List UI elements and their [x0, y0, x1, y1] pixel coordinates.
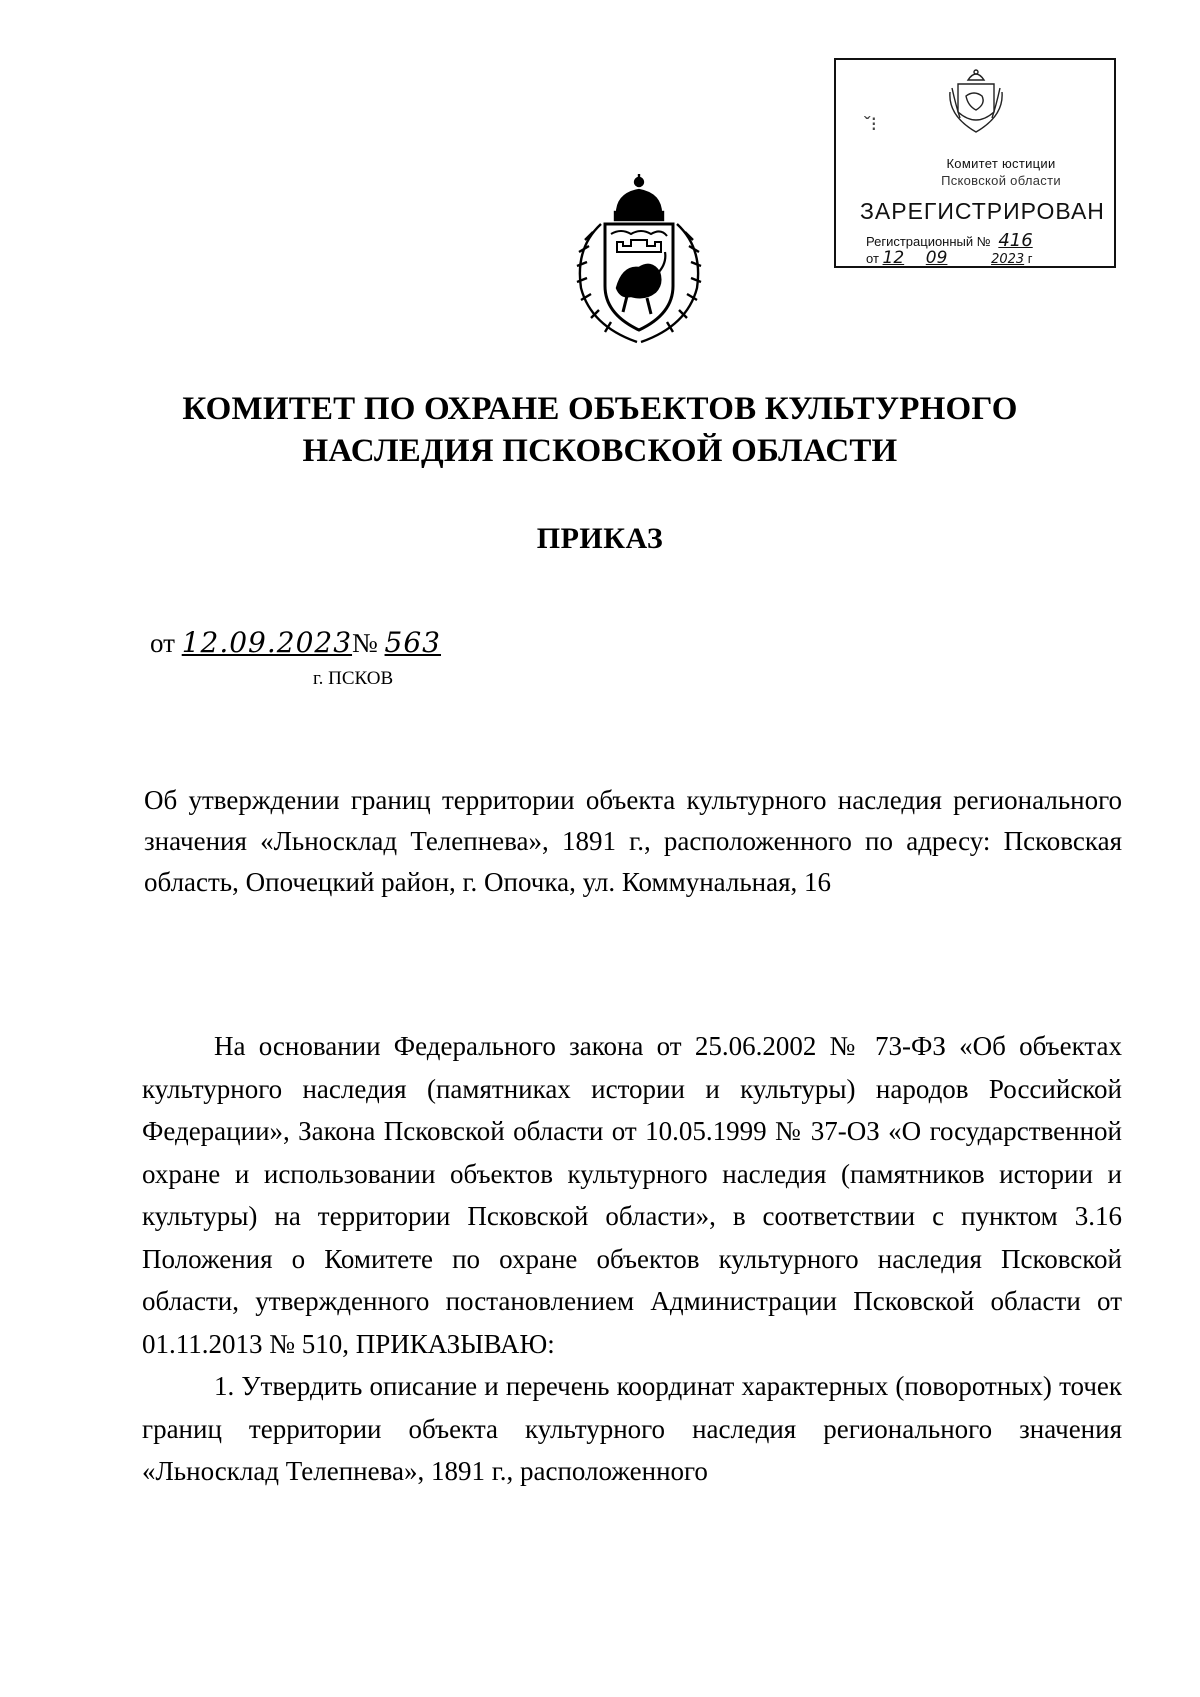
order-date-line — [150, 626, 441, 659]
stamp-org-line2: Псковской области — [941, 173, 1061, 188]
stamp-date-year: 2023 — [991, 252, 1025, 267]
stamp-coat-of-arms-icon — [946, 66, 1006, 136]
order-body — [142, 1025, 1122, 1493]
stamp-org-line1: Комитет юстиции — [946, 156, 1056, 171]
order-date: 12.09.2023 — [181, 626, 353, 659]
order-preamble: На основании Федерального закона от 25.06.2002 № 73-ФЗ «Об объектах культурного наследия (памятниках истории и культуры) народов Российской Федерации», Закона Псковской области от 10.05.1999 № 37-ОЗ «О государственной охране и использовании объектов культурного наследия (памятников истории и культуры) на территории Псковской области», в соответствии с пунктом 3.16 Положения о Комитете по охране объектов культурного наследия Псковской области, утвержденного постановлением Администрации Псковской области от 01.11.2013 № 510, ПРИКАЗЫВАЮ: — [142, 1031, 1122, 1359]
stamp-scribble: ˇ⁝ — [864, 114, 878, 136]
stamp-reg-number: 416 — [998, 230, 1033, 251]
stamp-date-suffix: г — [1027, 251, 1033, 266]
stamp-date-month: 09 — [925, 248, 948, 268]
document-type: ПРИКАЗ — [536, 522, 664, 555]
stamp-reg-label: Регистрационный № — [866, 234, 991, 249]
stamp-date-row — [866, 248, 1033, 268]
order-item-1: 1. Утвердить описание и перечень координат характерных (поворотных) точек границ территории объекта культурного наследия регионального значения «Льносклад Телепнева», 1891 г., расположенного — [142, 1371, 1122, 1486]
order-number-label: № — [352, 628, 378, 658]
order-subject: Об утверждении границ территории объекта культурного наследия регионального значения «Льносклад Телепнева», 1891 г., расположенного по адресу: Псковская область, Опочецкий район, г. Опочка, ул. Коммунальная, 16 — [144, 785, 1122, 897]
stamp-date-day: 12 — [882, 248, 905, 268]
order-date-prefix: от — [150, 628, 175, 658]
coat-of-arms-icon — [571, 168, 707, 346]
order-number: 563 — [384, 626, 441, 659]
organization-title: КОМИТЕТ ПО ОХРАНЕ ОБЪЕКТОВ КУЛЬТУРНОГО НАСЛЕДИЯ ПСКОВСКОЙ ОБЛАСТИ — [182, 391, 1018, 469]
stamp-status: ЗАРЕГИСТРИРОВАН — [860, 198, 1105, 224]
order-city: г. ПСКОВ — [313, 668, 394, 689]
registration-stamp — [834, 58, 1116, 268]
stamp-date-prefix: от — [866, 251, 879, 266]
